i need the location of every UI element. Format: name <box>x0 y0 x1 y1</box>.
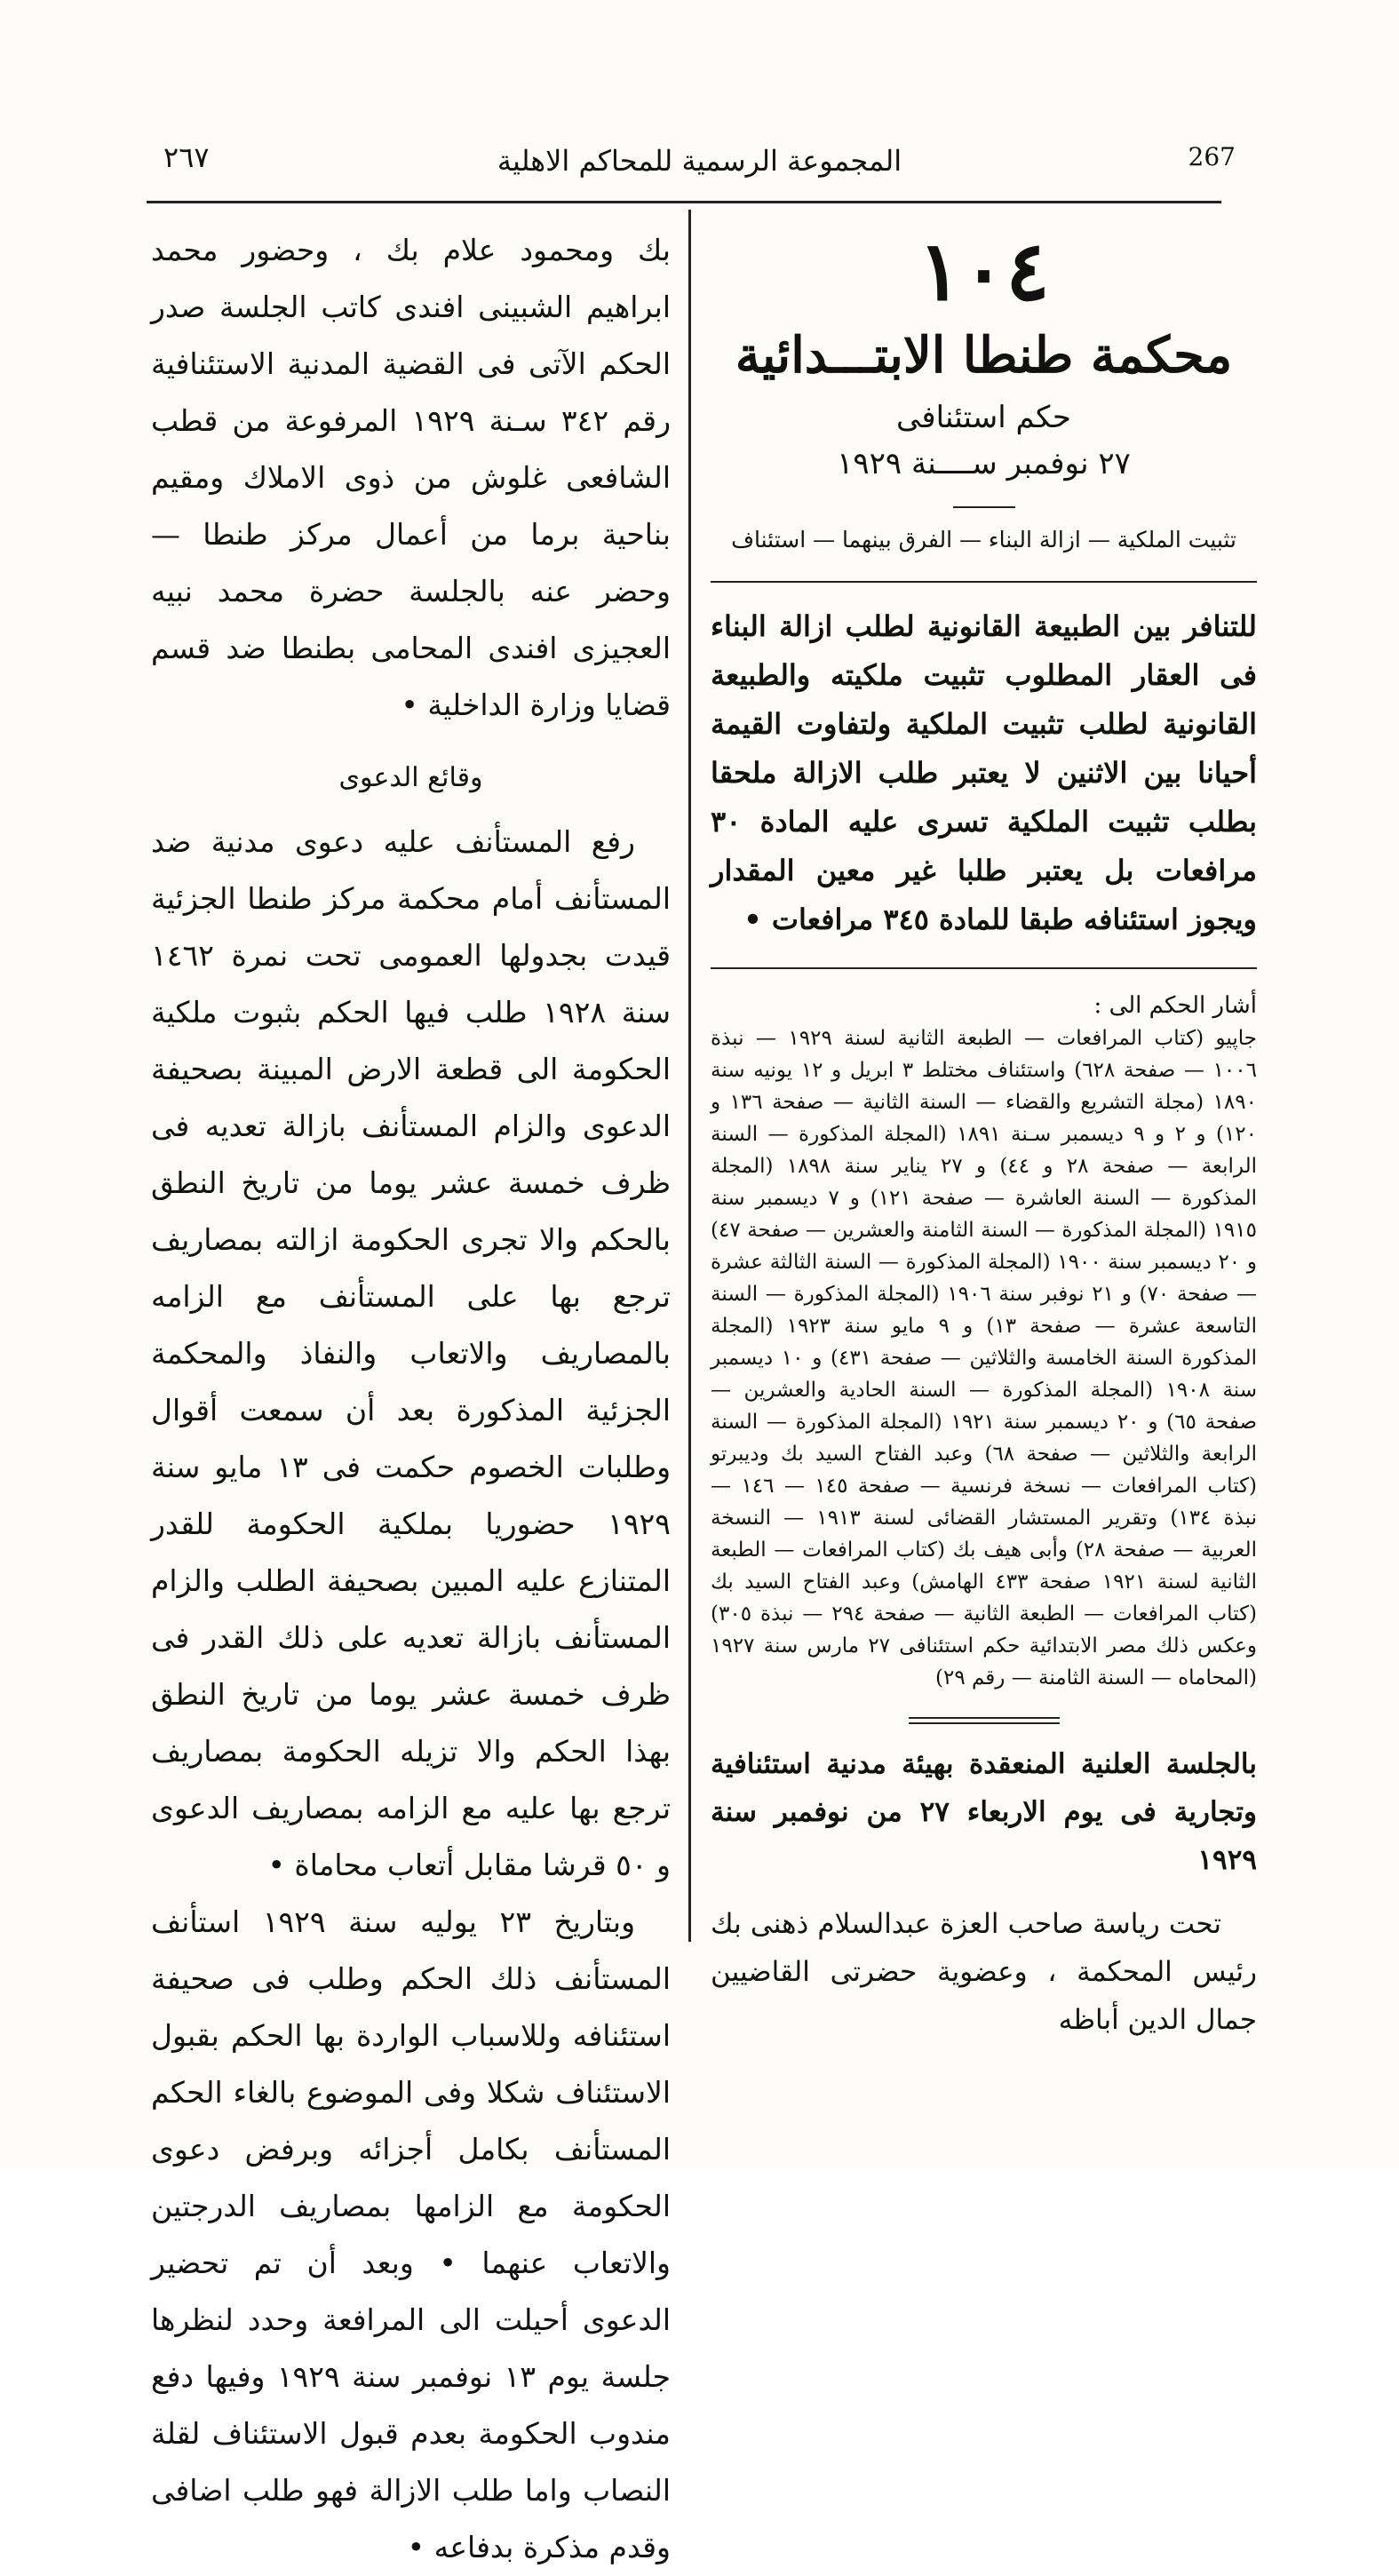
right-column <box>711 222 1257 2044</box>
column-divider <box>688 210 691 1942</box>
left-column <box>151 222 671 2576</box>
references-title: أشار الحكم الى : <box>1093 992 1257 1019</box>
journal-title: المجموعة الرسمية للمحاكم الاهلية <box>497 144 902 178</box>
case-number: ١٠٤ <box>918 223 1050 319</box>
legal-principle: للتنافر بين الطبيعة القانونية لطلب ازالة البناء فى العقار المطلوب تثبيت ملكيته والطبيعة القانونية لطلب تثبيت الملكية ولتفاوت القيمة أحيانا بين الاثنين لا يعتبر طلب الازالة ملحقا بطلب تثبيت الملكية تسرى عليه المادة ٣٠ مرافعات بل يعتبر طلبا غير معين المقدار ويجوز استئنافه طبقا للمادة ٣٤٥ مرافعات • <box>711 609 1257 936</box>
keywords: تثبيت الملكية — ازالة البناء — الفرق بينهما — استئناف <box>731 527 1236 553</box>
section-divider <box>711 967 1257 969</box>
facts-paragraph-1: رفع المستأنف عليه دعوى مدنية ضد المستأنف أمام محكمة مركز طنطا الجزئية قيدت بجدولها العمومى تحت نمرة ١٤٦٢ سنة ١٩٢٨ طلب فيها الحكم بثبوت ملكية الحكومة الى قطعة الارض المبينة بصحيفة الدعوى والزام المستأنف بازالة تعديه فى ظرف خمسة عشر يوما من تاريخ النطق بالحكم والا تجرى الحكومة ازالته بمصاريف ترجع بها على المستأنف مع الزامه بالمصاريف والاتعاب والنفاذ والمحكمة الجزئية المذكورة بعد أن سمعت أقوال وطلبات الخصوم حكمت فى ١٣ مايو سنة ١٩٢٩ حضوريا بملكية الحكومة للقدر المتنازع عليه المبين بصحيفة الطلب والزام المستأنف بازالة تعديه على ذلك القدر فى ظرف خمسة عشر يوما من تاريخ النطق بهذا الحكم والا تزيله الحكومة بمصاريف ترجع بها عليه مع الزامه بمصاريف الدعوى و ٥٠ قرشا مقابل أتعاب محاماة • <box>151 824 672 1882</box>
page-number-latin: 267 <box>1188 142 1236 171</box>
page-number-arabic: ٢٦٧ <box>163 140 210 174</box>
presidency-statement: تحت رياسة صاحب العزة عبدالسلام ذهنى بك رئيس المحكمة ، وعضوية حضرتى القاضيين جمال الدين أباظه <box>711 1908 1257 2036</box>
double-divider <box>909 1717 1060 1724</box>
intro-paragraph: بك ومحمود علام بك ، وحضور محمد ابراهيم الشبينى افندى كاتب الجلسة صدر الحكم الآتى فى القضية المدنية الاستئنافية رقم ٣٤٢ سـنة ١٩٢٩ المرفوعة من قطب الشافعى غلوش من ذوى الاملاك ومقيم بناحية برما من أعمال مركز طنطا — وحضر عنه بالجلسة حضرة محمد نبيه العجيزى افندى المحامى بطنطا ضد قسم قضايا وزارة الداخلية • <box>151 233 671 722</box>
session-statement: بالجلسة العلنية المنعقدة بهيئة مدنية استئنافية وتجارية فى يوم الاربعاء ٢٧ من نوفمبر سنة ١٩٢٩ <box>711 1748 1257 1876</box>
running-header <box>142 133 1257 187</box>
facts-paragraph-2: وبتاريخ ٢٣ يوليه سنة ١٩٢٩ استأنف المستأنف ذلك الحكم وطلب فى صحيفة استئنافه وللاسباب الواردة بها الحكم بقبول الاستئناف شكلا وفى الموضوع بالغاء الحكم المستأنف بكامل أجزائه وبرفض دعوى الحكومة مع الزامها بمصاريف الدرجتين والاتعاب عنهما • وبعد أن تم تحضير الدعوى أحيلت الى المرافعة وحدد لنظرها جلسة يوم ١٣ نوفمبر سنة ١٩٢٩ وفيها دفع مندوب الحكومة بعدم قبول الاستئناف لقلة النصاب واما طلب الازالة فهو طلب اضافى وقدم مذكرة بدفاعه • <box>151 1904 671 2564</box>
header-rule <box>147 201 1221 203</box>
references-text: جاپيو (كتاب المرافعات — الطبعة الثانية لسنة ١٩٢٩ — نبذة ١٠٠٦ — صفحة ٦٢٨) واستئناف مختلط ٣ ابريل و ١٢ يونيه سنة ١٨٩٠ (مجلة التشريع والقضاء — السنة الثانية — صفحة ١٣٦ و ١٢٠) و ٢ و ٩ ديسمبر سـنة ١٨٩١ (المجلة المذكورة — السنة الرابعة — صفحة ٢٨ و ٤٤) و ٢٧ يناير سنة ١٨٩٨ (المجلة المذكورة — السنة العاشرة — صفحة ١٢١) و ٧ ديسمبر سنة ١٩١٥ (المجلة المذكورة — السنة الثامنة والعشرين — صفحة ٤٧) و ٢٠ ديسمبر سنة ١٩٠٠ (المجلة المذكورة — السنة الثالثة عشرة — صفحة ٧٠) و ٢١ نوفبر سنة ١٩٠٦ (المجلة المذكورة — السنة التاسعة عشرة — صفحة ١٣) و ٩ مايو سنة ١٩٢٣ (المجلة المذكورة السنة الخامسة والثلاثين — صفحة ٤٣١) و ١٠ ديسمبر سنة ١٩٠٨ (المجلة المذكورة — السنة الحادية والعشرين — صفحة ٦٥) و ٢٠ ديسمبر سنة ١٩٢١ (المجلة المذكورة — السنة الرابعة والثلاثين — صفحة ٦٨) وعبد الفتاح السيد بك وديبرتو (كتاب المرافعات — نسخة فرنسية — صفحة ١٤٥ — ١٤٦ — نبذة ١٣٤) وتقرير المستشار القضائى لسنة ١٩١٣ — النسخة العربية — صفحة ٢٨) وأبى هيف بك (كتاب المرافعات — الطبعة الثانية لسنة ١٩٢١ صفحة ٤٣٣ الهامش) وعبد الفتاح السيد بك (كتاب المرافعات — الطبعة الثانية — صفحة ٢٩٤ — نبذة ٣٠٥) وعكس ذلك مصر الابتدائية حكم استئنافى ٢٧ مارس سنة ١٩٢٧ (المحاماه — السنة الثامنة — رقم ٢٩) <box>711 1027 1258 1690</box>
ruling-kind: حكم استئنافى <box>896 400 1071 435</box>
ruling-date: ٢٧ نوفمبر ســــنة ١٩٢٩ <box>837 446 1131 481</box>
short-divider <box>953 506 1015 508</box>
facts-heading: وقائع الدعوى <box>338 762 483 793</box>
court-name: محكمة طنطا الابتـــدائية <box>735 326 1233 385</box>
section-divider <box>711 581 1257 583</box>
